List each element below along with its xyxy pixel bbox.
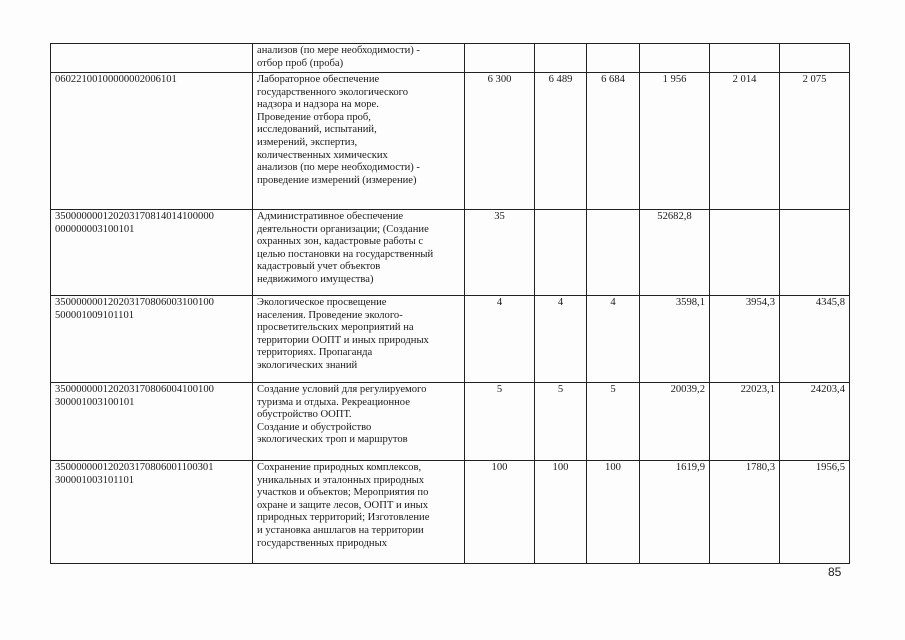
table-row — [51, 383, 850, 461]
description-cell: Административное обеспечение деятельности организации; (Создание охранных зон, кадастровые работы с целью постановки на государственный кадастровый учет объектов недвижимого имущества) — [253, 210, 465, 296]
value-cell — [535, 210, 587, 296]
service-code-cell: 350000000120203170806003100100 500001009101101 — [51, 296, 253, 383]
value-cell: 20039,2 — [640, 383, 710, 461]
value-cell: 4345,8 — [780, 296, 850, 383]
value-cell: 1956,5 — [780, 461, 850, 564]
value-cell: 4 — [535, 296, 587, 383]
description-cell: Лабораторное обеспечение государственного экологического надзора и надзора на море. Проведение отбора проб, исследований, испытаний, измерений, экспертиз, количественных химических анализов (по мере необходимости) - проведение измерений (измерение) — [253, 73, 465, 210]
value-cell: 4 — [587, 296, 640, 383]
value-cell: 2 014 — [710, 73, 780, 210]
value-cell — [710, 210, 780, 296]
value-cell: 100 — [587, 461, 640, 564]
value-cell — [535, 44, 587, 73]
value-cell: 2 075 — [780, 73, 850, 210]
service-code-cell: 350000000120203170806004100100 300001003100101 — [51, 383, 253, 461]
table-row — [51, 461, 850, 564]
value-cell — [587, 44, 640, 73]
value-cell: 1619,9 — [640, 461, 710, 564]
service-code-cell — [51, 44, 253, 73]
value-cell: 100 — [465, 461, 535, 564]
value-cell — [587, 210, 640, 296]
value-cell — [640, 44, 710, 73]
description-cell: Экологическое просвещение населения. Проведение эколого- просветительских мероприятий на территории ООПТ и иных природных территориях. Пропаганда экологических знаний — [253, 296, 465, 383]
table-row — [51, 44, 850, 73]
value-cell — [780, 44, 850, 73]
value-cell: 6 684 — [587, 73, 640, 210]
budget-table — [50, 43, 850, 564]
table-row — [51, 210, 850, 296]
service-code-cell: 350000000120203170814014100000 000000003100101 — [51, 210, 253, 296]
table-row — [51, 73, 850, 210]
value-cell — [710, 44, 780, 73]
service-code-cell: 06022100100000002006101 — [51, 73, 253, 210]
value-cell — [780, 210, 850, 296]
value-cell: 5 — [465, 383, 535, 461]
table-row — [51, 296, 850, 383]
description-cell: Сохранение природных комплексов, уникальных и эталонных природных участков и объектов; Мероприятия по охране и защите лесов, ООПТ и иных природных территорий; Изготовление и установка аншлагов на территории государственных природных — [253, 461, 465, 564]
value-cell: 100 — [535, 461, 587, 564]
value-cell: 5 — [535, 383, 587, 461]
value-cell: 22023,1 — [710, 383, 780, 461]
value-cell: 4 — [465, 296, 535, 383]
value-cell — [465, 44, 535, 73]
description-cell: анализов (по мере необходимости) - отбор проб (проба) — [253, 44, 465, 73]
value-cell: 5 — [587, 383, 640, 461]
value-cell: 1780,3 — [710, 461, 780, 564]
value-cell: 35 — [465, 210, 535, 296]
value-cell: 52682,8 — [640, 210, 710, 296]
value-cell: 1 956 — [640, 73, 710, 210]
page-number: 85 — [828, 565, 842, 579]
value-cell: 6 489 — [535, 73, 587, 210]
service-code-cell: 350000000120203170806001100301 300001003101101 — [51, 461, 253, 564]
value-cell: 6 300 — [465, 73, 535, 210]
value-cell: 3598,1 — [640, 296, 710, 383]
value-cell: 24203,4 — [780, 383, 850, 461]
value-cell: 3954,3 — [710, 296, 780, 383]
description-cell: Создание условий для регулируемого туризма и отдыха. Рекреационное обустройство ООПТ. Создание и обустройство экологических троп и маршрутов — [253, 383, 465, 461]
